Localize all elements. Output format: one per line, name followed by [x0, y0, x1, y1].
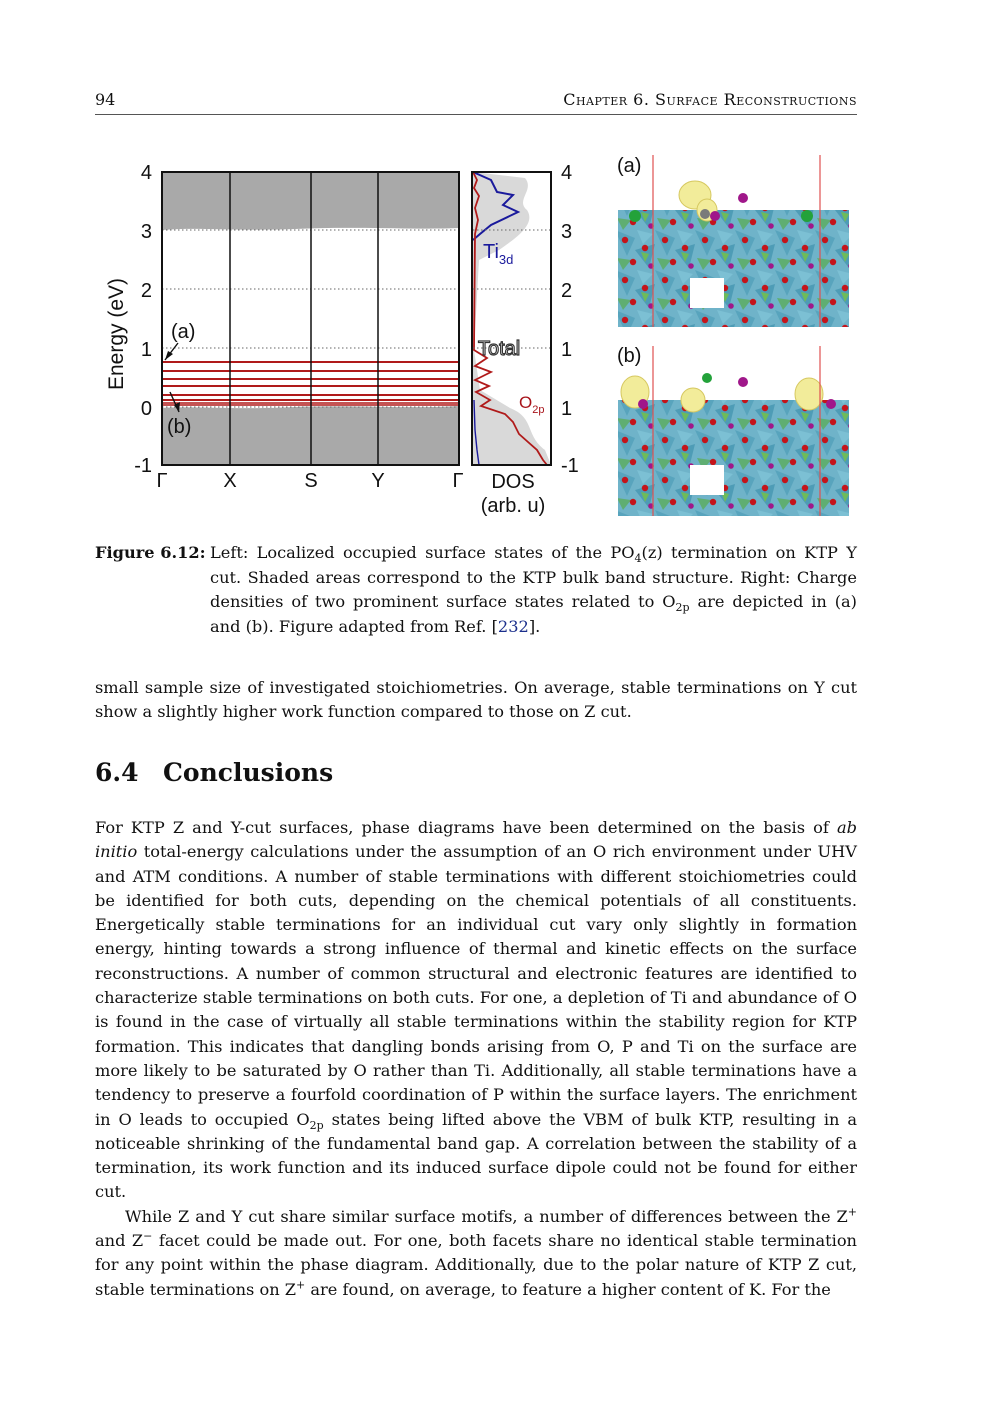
y-tick-label: 2: [140, 280, 152, 302]
dos-o-label: $O_{2p}$: [519, 393, 545, 416]
y-tick-label: 0: [140, 398, 152, 420]
page-number: 94: [95, 90, 116, 109]
reference-link[interactable]: 232: [497, 616, 529, 636]
y-tick-label: 1: [140, 339, 152, 361]
section-number: 6.4: [95, 758, 139, 787]
section-title: Conclusions: [163, 758, 334, 787]
dos-y-tick-label: 4: [561, 162, 573, 184]
structure-panel-b: [617, 345, 849, 516]
x-tick-label: S: [304, 470, 318, 492]
y-tick-label: 4: [140, 162, 152, 184]
paragraph-1: small sample size of investigated stoichiometries. On average, stable terminations on Y cut show a slightly higher work function compared to those on Z cut.: [95, 678, 857, 722]
figure-caption: [95, 541, 857, 639]
charge-density-lobe: [681, 388, 705, 412]
dos-x-label-1: DOS: [491, 471, 535, 493]
dos-x-label-2: (arb. u): [480, 495, 546, 517]
x-tick-label: Γ: [156, 470, 168, 492]
section-heading: [95, 758, 333, 787]
y-tick-label: -1: [134, 455, 152, 477]
caption-label: Figure 6.12:: [95, 543, 206, 562]
band-annotation-a: (a): [171, 321, 196, 343]
dos-ti-label: $Ti_{3d}$: [483, 241, 514, 267]
structure-panel-a: [617, 155, 849, 327]
panel-label-a: (a): [617, 155, 642, 177]
running-head: [95, 88, 857, 115]
dos-y-tick-label: 1: [561, 339, 573, 361]
y-tick-label: 3: [140, 221, 152, 243]
band-annotation-b: (b): [167, 416, 192, 438]
chapter-title: Chapter 6. Surface Reconstructions: [563, 90, 857, 109]
x-tick-label: Y: [371, 470, 385, 492]
x-tick-label: Γ: [452, 470, 464, 492]
dos-plot: [472, 162, 579, 517]
dos-y-tick-label: 3: [561, 221, 573, 243]
caption-text: Left: Localized occupied surface states of the $PO_4(z)$ termination on KTP Y cut. Shaded areas correspond to the KTP bulk band structure. Right: Charge densities of two prominent surface states related to $O_{2p}$ are depicted in (a) and (b). Figure adapted from Ref. [232].: [210, 543, 857, 636]
charge-density-lobe: [795, 378, 823, 410]
dos-y-tick-label: -1: [561, 455, 579, 477]
band-structure-plot: [105, 162, 464, 492]
figure-6-12: [95, 150, 857, 520]
paragraph-3: While Z and Y cut share similar surface motifs, a number of differences between the Z+ and Z− facet could be made out. For one, both facets share no identical stable termination for any point within the phase diagram. Additionally, due to the polar nature of KTP Z cut, stable terminations on Z+ are found, on average, to feature a higher content of K. For the: [95, 1205, 857, 1299]
paragraph-2: For KTP Z and Y-cut surfaces, phase diagrams have been determined on the basis of ab initio total-energy calculations under the assumption of an O rich environment under UHV and ATM conditions. A number of stable terminations with different stoichiometries could be identified for both cuts, depending on the chemical potentials of all constituents. Energetically stable terminations for an individual cut vary only slightly in formation energy, hinting towards a strong influence of thermal and kinetic effects on the surface reconstructions. A number of common structural and electronic features are identified to characterize stable terminations on both cuts. For one, a depletion of Ti and abundance of O is found in the case of virtually all stable terminations within the stability region for KTP formation. This indicates that dangling bonds arising from O, P and Ti on the surface are more likely to be saturated by O rather than Ti. Additionally, all stable terminations have a tendency to preserve a fourfold coordination of P within the surface layers. The enrichment in O leads to occupied $O_{2p}$ states being lifted above the VBM of bulk KTP, resulting in a noticeable shrinking of the fundamental band gap. A correlation between the stability of a termination, its work function and its induced surface dipole could not be found for either cut. While Z and Y cut share similar surface motifs, a number of differences between the Z+ and Z− facet could be made out. For one, both facets share no identical stable termination for any point within the phase diagram. Additionally, due to the polar nature of KTP Z cut, stable terminations on Z+ are found, on average, to feature a higher content of K. For the: [95, 816, 857, 1302]
x-tick-label: X: [223, 470, 237, 492]
dos-y-tick-label: 1: [561, 398, 573, 420]
dos-y-tick-label: 2: [561, 280, 573, 302]
y-axis-label: Energy (eV): [105, 277, 128, 391]
panel-label-b: (b): [617, 345, 642, 367]
figure-svg: [95, 150, 857, 520]
dos-total-label: Total: [478, 338, 521, 360]
